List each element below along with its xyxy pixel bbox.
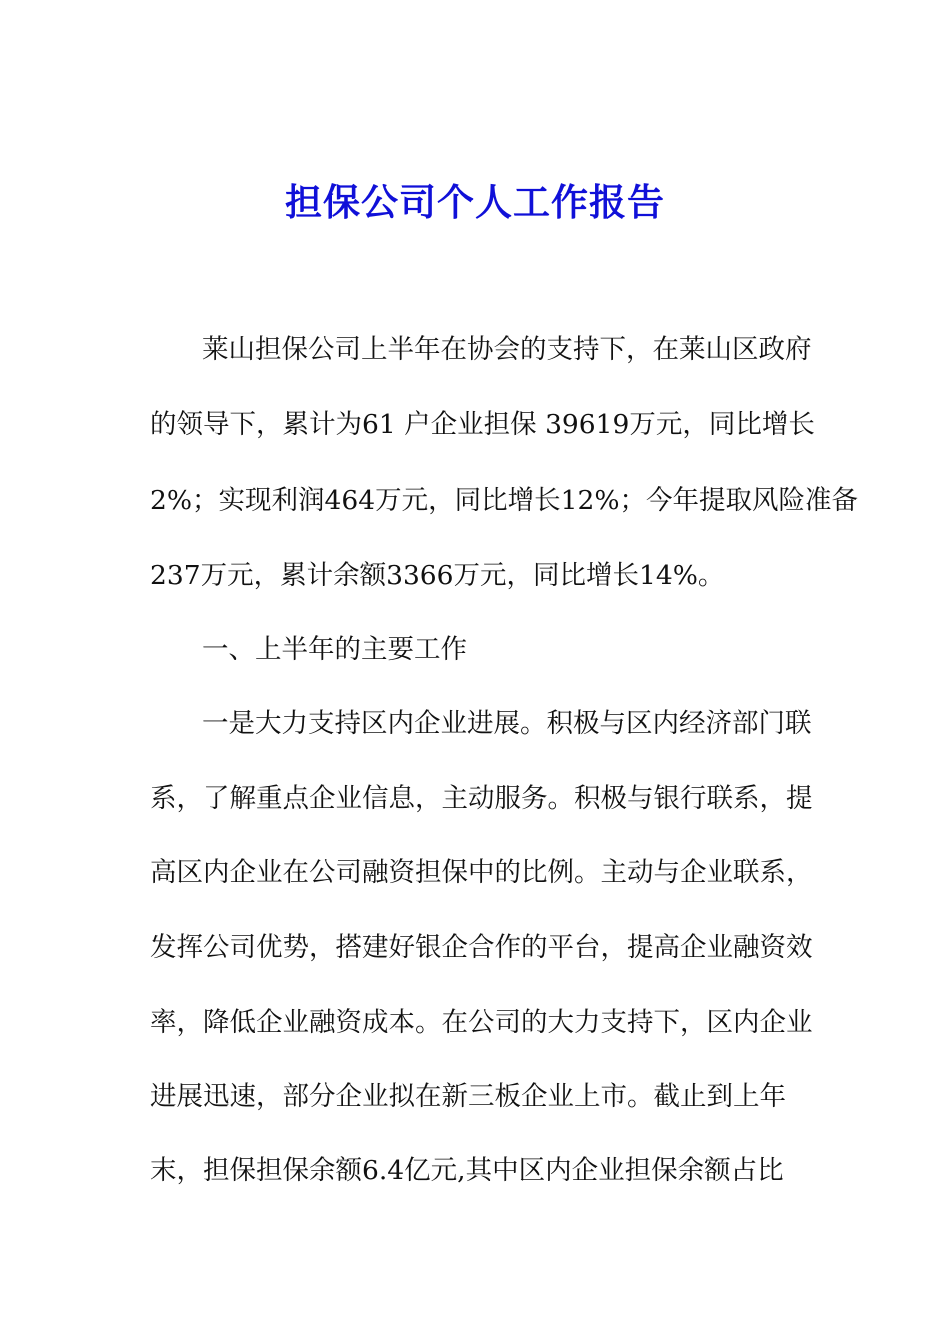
paragraph-line: 莱山担保公司上半年在协会的支持下，在莱山区政府 (202, 334, 812, 365)
document-title: 担保公司个人工作报告 (285, 180, 665, 224)
paragraph-line: 2%；实现利润464万元，同比增长12%；今年提取风险准备 (150, 485, 859, 516)
paragraph-line: 率，降低企业融资成本。在公司的大力支持下，区内企业 (150, 1007, 813, 1038)
paragraph-line: 237万元，累计余额3366万元，同比增长14%。 (150, 560, 725, 591)
paragraph-line: 一是大力支持区内企业进展。积极与区内经济部门联 (202, 708, 812, 739)
paragraph-line: 发挥公司优势，搭建好银企合作的平台，提高企业融资效 (150, 932, 813, 963)
paragraph-line: 末，担保担保余额6.4亿元,其中区内企业担保余额占比 (150, 1155, 784, 1186)
paragraph-line: 系，了解重点企业信息，主动服务。积极与银行联系，提 (150, 783, 813, 814)
paragraph-line: 的领导下，累计为61 户企业担保 39619万元，同比增长 (150, 409, 815, 440)
section-heading: 一、上半年的主要工作 (202, 634, 467, 665)
paragraph-line: 进展迅速，部分企业拟在新三板企业上市。截止到上年 (150, 1081, 786, 1112)
paragraph-line: 高区内企业在公司融资担保中的比例。主动与企业联系， (150, 857, 813, 888)
